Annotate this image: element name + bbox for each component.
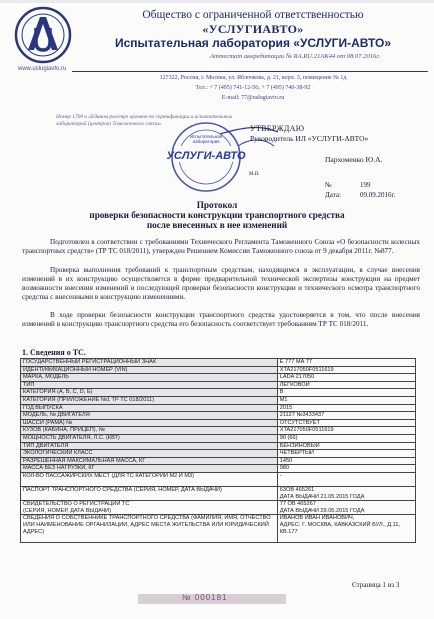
spec-label: ТИП	[21, 381, 278, 389]
org-name: «УСЛУГИАВТО»	[202, 22, 304, 36]
table-row	[21, 381, 416, 389]
spec-label: ИДЕНТИФИКАЦИОННЫЙ НОМЕР (VIN)	[21, 366, 278, 374]
spec-label: МОЩНОСТЬ ДВИГАТЕЛЯ, Л.С. (КВТ)	[21, 434, 278, 442]
date-label: Дата:	[325, 191, 341, 199]
spec-label: СВЕДЕНИЯ О СОБСТВЕННИКЕ ТРАНСПОРТНОГО СРЕДСТВА (ФАМИЛИЯ, ИМЯ, ОТЧЕСТВО ИЛИ НАИМЕНОВАНИЕ ОРГАНИЗАЦИИ, АДРЕС МЕСТА ЖИТЕЛЬСТВА ИЛИ ЮРИДИЧЕСКИЙ АДРЕС)	[21, 515, 278, 542]
paragraph-2: Проверка выполнения требований к транспортным средствам, находящимся в эксплуатации, в случае внесения изменений в их конструкцию осуществляется в форме предварительной технической экспертизы конструкции на предмет возможности внесения изменений и последующей проверки безопасности конструкции и технического осмотра транспортного средства с внесенными в конструкцию изменениями.	[22, 266, 420, 301]
table-row	[21, 457, 416, 465]
spec-value: 980	[277, 465, 415, 473]
spec-label: ГОД ВЫПУСКА	[21, 404, 278, 412]
table-row	[21, 442, 416, 450]
spec-label: ТИП ДВИГАТЕЛЯ	[21, 442, 278, 450]
seal-place-label: М.П.	[249, 172, 260, 177]
date-value: 09.09.2016г.	[360, 191, 396, 199]
spec-value: 63ОВ 465261 ДАТА ВЫДАЧИ 21.05.2015 ГОДА	[277, 487, 415, 501]
spec-label: СВИДЕТЕЛЬСТВО О РЕГИСТРАЦИИ ТС (СЕРИЯ, НОМЕР, ДАТА ВЫДАЧИ)	[21, 501, 278, 515]
spec-value: БЕНЗИНОВЫЙ	[277, 442, 415, 450]
signer-name: Пархоменко Ю.А.	[325, 155, 383, 164]
spec-label: РАЗРЕШЕННАЯ МАКСИМАЛЬНАЯ МАССА, КГ	[21, 457, 278, 465]
spec-value: 77 ОВ 465267 ДАТА ВЫДАЧИ 29.05.2015 ГОДА	[277, 501, 415, 515]
lab-name: Испытательная лаборатория «УСЛУГИ-АВТО»	[114, 36, 392, 50]
spec-label: КОЛ-ВО ПАССАЖИРСКИХ МЕСТ (ДЛЯ ТС КАТЕГОРИИ М2 И М3)	[21, 472, 278, 486]
table-row	[21, 389, 416, 397]
paragraph-3: В ходе проверки безопасности конструкции транспортного средства удостоверяется в том, что после внесения изменений в конструкцию транспортного средства его безопасность соответствует требованиям ТР ТС 018/2011.	[22, 311, 420, 328]
org-line: Общество с ограниченной ответственностью	[142, 9, 364, 21]
registry-note: Номер 1700 в «Едином реестре органов по сертификации и испытательных лабораторий (центров) Таможенного союза»	[56, 114, 233, 127]
approve-heading: УТВЕРЖДАЮ	[250, 124, 305, 133]
section-title: 1. Сведения о ТС.	[22, 348, 86, 357]
serial-number: № 000181	[182, 593, 228, 602]
doc-subtitle-2: после внесенных в нее изменений	[146, 220, 288, 230]
table-row	[21, 465, 416, 473]
svg-text:УСЛУГИ-АВТО: УСЛУГИ-АВТО	[166, 150, 246, 162]
spec-value: B	[277, 389, 415, 397]
website-link[interactable]: www.uslugiavto.ru	[18, 66, 67, 72]
email-link[interactable]: E-mail: 77@uslugiavto.ru	[221, 95, 285, 101]
number-value: 199	[360, 181, 371, 189]
table-row	[21, 472, 416, 486]
spec-value: ОТСУТСТВУЕТ	[277, 419, 415, 427]
table-row	[21, 487, 416, 501]
spec-label: МАССА БЕЗ НАГРУЗКИ, КГ	[21, 465, 278, 473]
spec-value: 1450	[277, 457, 415, 465]
spec-value: LADA 217050	[277, 374, 415, 382]
table-row	[21, 366, 416, 374]
spec-label: КАТЕГОРИЯ (ПРИЛОЖЕНИЕ №1 ТР ТС 018/2011)	[21, 396, 278, 404]
spec-value: M1	[277, 396, 415, 404]
spec-label: ЭКОЛОГИЧЕСКИЙ КЛАСС	[21, 450, 278, 458]
table-row	[21, 419, 416, 427]
spec-value: 90 (66)	[277, 434, 415, 442]
spec-value: ИВАНОВ ИВАН ИВАНОВИЧ, АДРЕС: Г. МОСКВА, КАВКАЗСКИЙ БУЛ., Д.11, КВ.177	[277, 515, 415, 542]
header-divider	[72, 71, 428, 72]
spec-value: Е 777 МА 77	[277, 359, 415, 367]
table-row	[21, 450, 416, 458]
table-row	[21, 396, 416, 404]
spec-value: ЛЕГКОВОЙ	[277, 381, 415, 389]
table-row	[21, 359, 416, 367]
company-logo	[14, 6, 72, 64]
spec-value: 2015	[277, 404, 415, 412]
table-row	[21, 434, 416, 442]
address: 127322, Россия, г. Москва, ул. Яблочкова, д. 21, корп. 3, помещение № 1д	[159, 75, 347, 81]
spec-label: ШАССИ (РАМА) №	[21, 419, 278, 427]
table-row	[21, 412, 416, 420]
table-row	[21, 515, 416, 542]
svg-text:лаборатория: лаборатория	[192, 139, 220, 144]
doc-subtitle-1: проверки безопасности конструкции транспортного средства	[89, 210, 345, 220]
svg-text:Испытательная: Испытательная	[189, 134, 223, 139]
spec-value: -	[277, 472, 415, 486]
spec-label: ПАСПОРТ ТРАНСПОРТНОГО СРЕДСТВА (СЕРИЯ, НОМЕР, ДАТА ВЫДАЧИ)	[21, 487, 278, 501]
accreditation: Аттестат аккредитации № RA.RU.21АК44 от 08.07.2016г.	[210, 53, 381, 60]
page-number: Страница 1 из 3	[352, 581, 400, 589]
number-label: №	[325, 181, 332, 189]
spec-label: МОДЕЛЬ, № ДВИГАТЕЛЯ	[21, 412, 278, 420]
table-row	[21, 404, 416, 412]
top-border	[0, 0, 434, 3]
phones: Тел.: + 7 (495) 741-12-56; + 7 (495) 740-38-92	[195, 85, 311, 91]
vehicle-info-table	[20, 358, 416, 543]
spec-value: XTA217050F0511619	[277, 366, 415, 374]
table-row	[21, 501, 416, 515]
table-row	[21, 374, 416, 382]
table-row	[21, 427, 416, 435]
doc-title: Протокол	[196, 200, 238, 210]
paragraph-1: Подготовлен в соответствии с требованиями Технического Регламента Таможенного Союза «О безопасности колесных транспортных средств» (ТР ТС 018/2011), утвержден Решением Комиссии Таможенного союза от 9 декабря 2011г. №877.	[22, 238, 420, 255]
spec-label: КУЗОВ (КАБИНА, ПРИЦЕП), №	[21, 427, 278, 435]
spec-label: МАРКА, МОДЕЛЬ	[21, 374, 278, 382]
spec-value: ЧЕТВЕРТЫЙ	[277, 450, 415, 458]
spec-label: КАТЕГОРИЯ (А, В, С, D, Е)	[21, 389, 278, 397]
spec-value: XTA217050F0511619	[277, 427, 415, 435]
spec-value: 21127 №3433437	[277, 412, 415, 420]
spec-label: ГОСУДАРСТВЕННЫЙ РЕГИСТРАЦИОННЫЙ ЗНАК	[21, 359, 278, 367]
approver-position: Руководитель ИЛ «УСЛУГИ-АВТО»	[250, 134, 369, 143]
